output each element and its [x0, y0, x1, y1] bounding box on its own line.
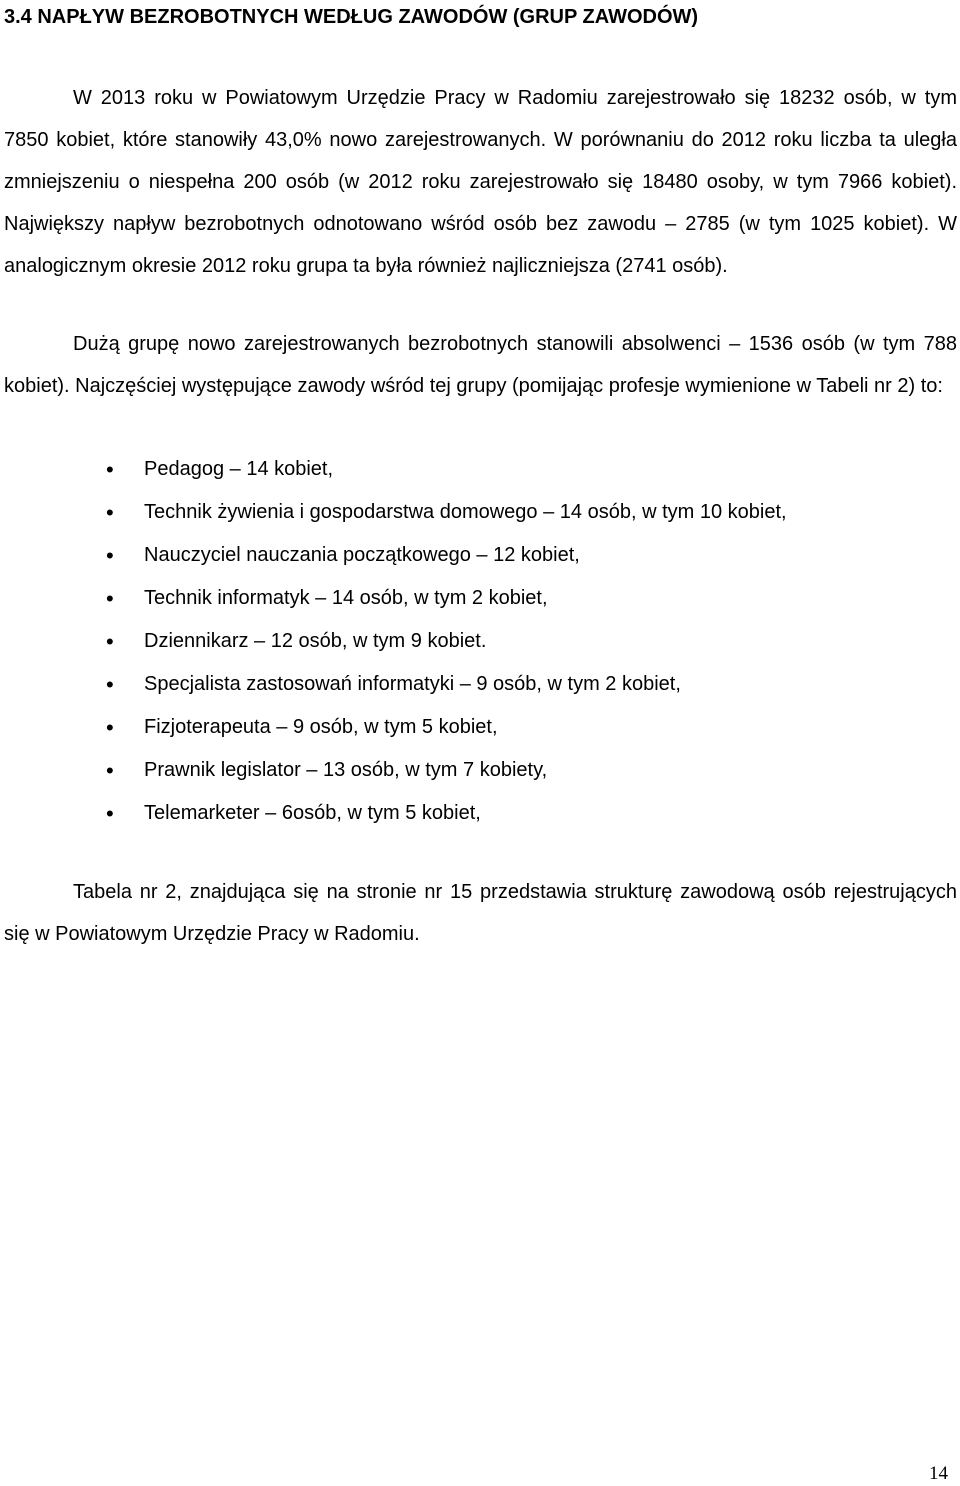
- profession-text: Telemarketer – 6osób, w tym 5 kobiet,: [144, 802, 481, 824]
- profession-text: Technik informatyk – 14 osób, w tym 2 kobiet,: [144, 587, 548, 609]
- bullet-icon: •: [106, 500, 114, 525]
- profession-text: Prawnik legislator – 13 osób, w tym 7 kobiety,: [144, 759, 548, 781]
- bullet-icon: •: [106, 758, 114, 783]
- list-item: [0, 491, 960, 534]
- bullet-icon: •: [106, 457, 114, 482]
- list-item: [0, 448, 960, 491]
- list-item: [0, 620, 960, 663]
- table-reference-paragraph: Tabela nr 2, znajdująca się na stronie nr 15 przedstawia strukturę zawodową osób rejestrujących się w Powiatowym Urzędzie Pracy w Radomiu.: [4, 881, 957, 945]
- list-item: [0, 706, 960, 749]
- list-item: [0, 577, 960, 620]
- list-item: [0, 792, 960, 835]
- bullet-icon: •: [106, 672, 114, 697]
- graduates-paragraph: Dużą grupę nowo zarejestrowanych bezrobotnych stanowili absolwenci – 1536 osób (w tym 788 kobiet). Najczęściej występujące zawody wśród tej grupy (pomijając profesje wymienione w Tabeli nr 2) to:: [4, 333, 957, 397]
- page-number: 14: [929, 1463, 948, 1484]
- bullet-icon: •: [106, 543, 114, 568]
- intro-paragraph: W 2013 roku w Powiatowym Urzędzie Pracy w Radomiu zarejestrowało się 18232 osób, w tym 7850 kobiet, które stanowiły 43,0% nowo zarejestrowanych. W porównaniu do 2012 roku liczba ta uległa zmniejszeniu o niespełna 200 osób (w 2012 roku zarejestrowało się 18480 osoby, w tym 7966 kobiet). Największy napływ bezrobotnych odnotowano wśród osób bez zawodu – 2785 (w tym 1025 kobiet). W analogicznym okresie 2012 roku grupa ta była również najliczniejsza (2741 osób).: [4, 87, 957, 277]
- bullet-icon: •: [106, 715, 114, 740]
- professions-list: [0, 448, 960, 835]
- bullet-icon: •: [106, 629, 114, 654]
- bullet-icon: •: [106, 586, 114, 611]
- profession-text: Fizjoterapeuta – 9 osób, w tym 5 kobiet,: [144, 716, 498, 738]
- list-item: [0, 663, 960, 706]
- profession-text: Dziennikarz – 12 osób, w tym 9 kobiet.: [144, 630, 487, 652]
- list-item: [0, 749, 960, 792]
- list-item: [0, 534, 960, 577]
- profession-text: Technik żywienia i gospodarstwa domowego – 14 osób, w tym 10 kobiet,: [144, 501, 787, 523]
- section-heading: 3.4 NAPŁYW BEZROBOTNYCH WEDŁUG ZAWODÓW (GRUP ZAWODÓW): [4, 6, 699, 28]
- profession-text: Nauczyciel nauczania początkowego – 12 kobiet,: [144, 544, 580, 566]
- profession-text: Specjalista zastosowań informatyki – 9 osób, w tym 2 kobiet,: [144, 673, 681, 695]
- profession-text: Pedagog – 14 kobiet,: [144, 458, 334, 480]
- bullet-icon: •: [106, 801, 114, 826]
